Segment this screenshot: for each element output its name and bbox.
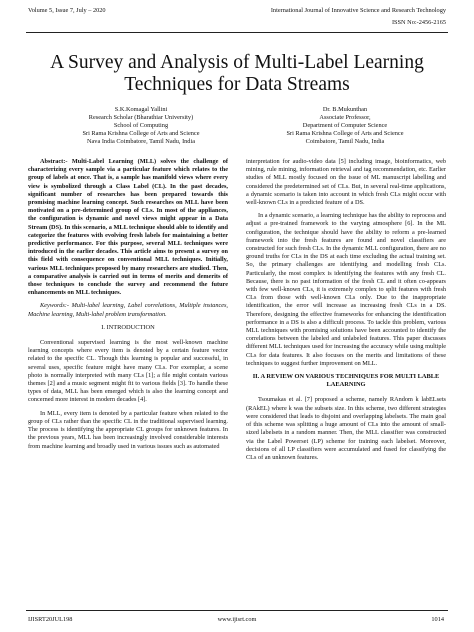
header-rule	[26, 32, 448, 33]
intro-paragraph-2: In MLL, every item is denoted by a particular feature when related to the group of CLs rather than the specific CL in the traditional supervised learning. The process is identifying the appropriate CL groups for unknown features. In the previous years, MLL has been increasingly involved considerable interests from machine learning and broadly used in various issues such as automated	[28, 409, 228, 450]
author-block-1	[46, 106, 236, 146]
author-name: S.K.Komagal Yallini	[114, 106, 168, 113]
keywords: Keywords:- Multi-label learning, Label correlations, Multiple instances, Machine learning, Multi-label problem transformation.	[28, 302, 228, 318]
author-name: Dr. B.Mukunthan	[322, 106, 368, 113]
left-column	[28, 158, 228, 456]
author-role: Research Scholar (Bharathiar University)	[88, 114, 194, 122]
footer-rule	[26, 610, 448, 611]
author-role: Associate Professor,	[319, 114, 371, 122]
right-paragraph-3: Tsoumakas et al. [7] proposed a scheme, namely RAndom k labELsets (RAkEL) where k was the subsets size. In this scheme, two different strategies were considered that leads to disjoint and overlapping labelsets. The main goal of this scheme was splitting a huge amount of CLs into the amount of small-sized labelsets in a random manner. Then, the MLL classifier was constructed via the Label Powerset (LP) scheme for training each labelset. Moreover, decisions of all LP classifiers were accumulated and fused for classifying the CLs of an unknown features.	[246, 396, 446, 461]
author-college: Sri Rama Krishna College of Arts and Science	[82, 130, 200, 138]
page-number: 1014	[431, 616, 444, 623]
journal-volume: Volume 5, Issue 7, July – 2020	[28, 7, 106, 14]
right-column	[246, 158, 446, 467]
article-id: IJISRT20JUL198	[28, 616, 73, 623]
author-location: Coimbatore, Tamil Nadu, India	[305, 138, 385, 146]
author-dept: Department of Computer Science	[302, 122, 388, 130]
author-block-2	[250, 106, 440, 146]
author-location: Nava India Coimbatore, Tamil Nadu, India	[86, 138, 196, 146]
section-heading-introduction: I. INTRODUCTION	[101, 323, 155, 331]
section-heading-review: II. A REVIEW ON VARIOUS TECHNIQUES FOR MULTI LABLE LAEARNING	[252, 373, 440, 389]
journal-name: International Journal of Innovative Science and Research Technology	[270, 7, 446, 14]
right-paragraph-1: interpretation for audio-video data [5] including image, bioinformatics, web mining, rule mining, information retrieval and tag recommendation, etc. Earlier studies of MLL mostly focused on the issue of ML manuscript labelling and considered the predetermined set of CLs. But, in several real-time applications, a dynamic scenario is taken into account in which fresh CLs might occur with well-known CLs in a predicted feature of a DS.	[246, 158, 446, 207]
issn: ISSN No:-2456-2165	[391, 19, 446, 26]
journal-website: www.ijisrt.com	[217, 616, 257, 623]
author-dept: School of Computing	[113, 122, 169, 130]
right-paragraph-2: In a dynamic scenario, a learning technique has the ability to reprocess and adjust a pre-trained framework to the varying atmosphere [6]. In the ML configuration, the technique should have the ability to reform a pre-learned framework into the fresh features are found and novel classifiers are constructed for such fresh CLs. In the dynamic MLL configuration, there are no ground truths for CLs in the DS at each time excluding the actual training set. So, the primary challenges are identifying and modelling fresh CLs. Particularly, the most complex is identifying the features with any fresh CL. Because, there is no past information of the fresh CL and it often co-appears with few well-known CLs, it is extremely complex to split features with fresh CLs from those with well-known CLs only. Due to the inappropriate identification, the error will increase as increasing fresh CLs in a DS. Therefore, designing the effective frameworks for enhancing the identification performance in a DS is also a difficult process. To tackle this problem, various MLL techniques with promising solutions have been accounted to identify the correlations between the labeled and unlabeled features. This paper discusses different MLL techniques used for increasing the accuracy while using multiple CLs for data features. It also focuses on the merits and limitations of these techniques to suggest further improvement on MLL.	[246, 212, 446, 367]
abstract: Abstract:- Multi-Label Learning (MLL) solves the challenge of characterizing every sample via a particular feature which relates to the group of labels at once. That is, a sample has manifold views where every view is symbolized through a Class Label (CL). In the past decades, significant number of researches has been prepared towards this promising machine learning concept. Such researches on MLL have been motivated on a pre-determined group of CLs. In most of the appliances, the configuration is dynamic and novel views might appear in a Data Stream (DS). In this scenario, a MLL technique should able to identify and categorize the features with evolving fresh labels for maintaining a better predictive performance. For this purpose, several MLL techniques were introduced in the earlier decades. This article aims to present a survey on this field with consequence on conventional MLL techniques. Initially, various MLL techniques proposed by many researchers are studied. Then, a comparative analysis is carried out in terms of merits and demerits of those techniques to conclude the survey and recommend the future enhancements on MLL techniques.	[28, 158, 228, 297]
author-college: Sri Rama Krishna College of Arts and Science	[286, 130, 404, 138]
intro-paragraph-1: Conventional supervised learning is the most well-known machine learning concepts where every item is denoted by a certain feature vector related to the specific CL. Though this learning is popular and successful, in several uses, specific feature might have many CLs. For exemplar, a scene photo is normally interpreted with many CLs [1]; a file might contain various themes [2] and a music segment might fit to various fields [3]. To handle these types of data, MLL has been emerged which is also the learning concept and concerned more interest in modern decades [4].	[28, 339, 228, 404]
paper-title: A Survey and Analysis of Multi-Label Learning Techniques for Data Streams	[50, 52, 424, 95]
